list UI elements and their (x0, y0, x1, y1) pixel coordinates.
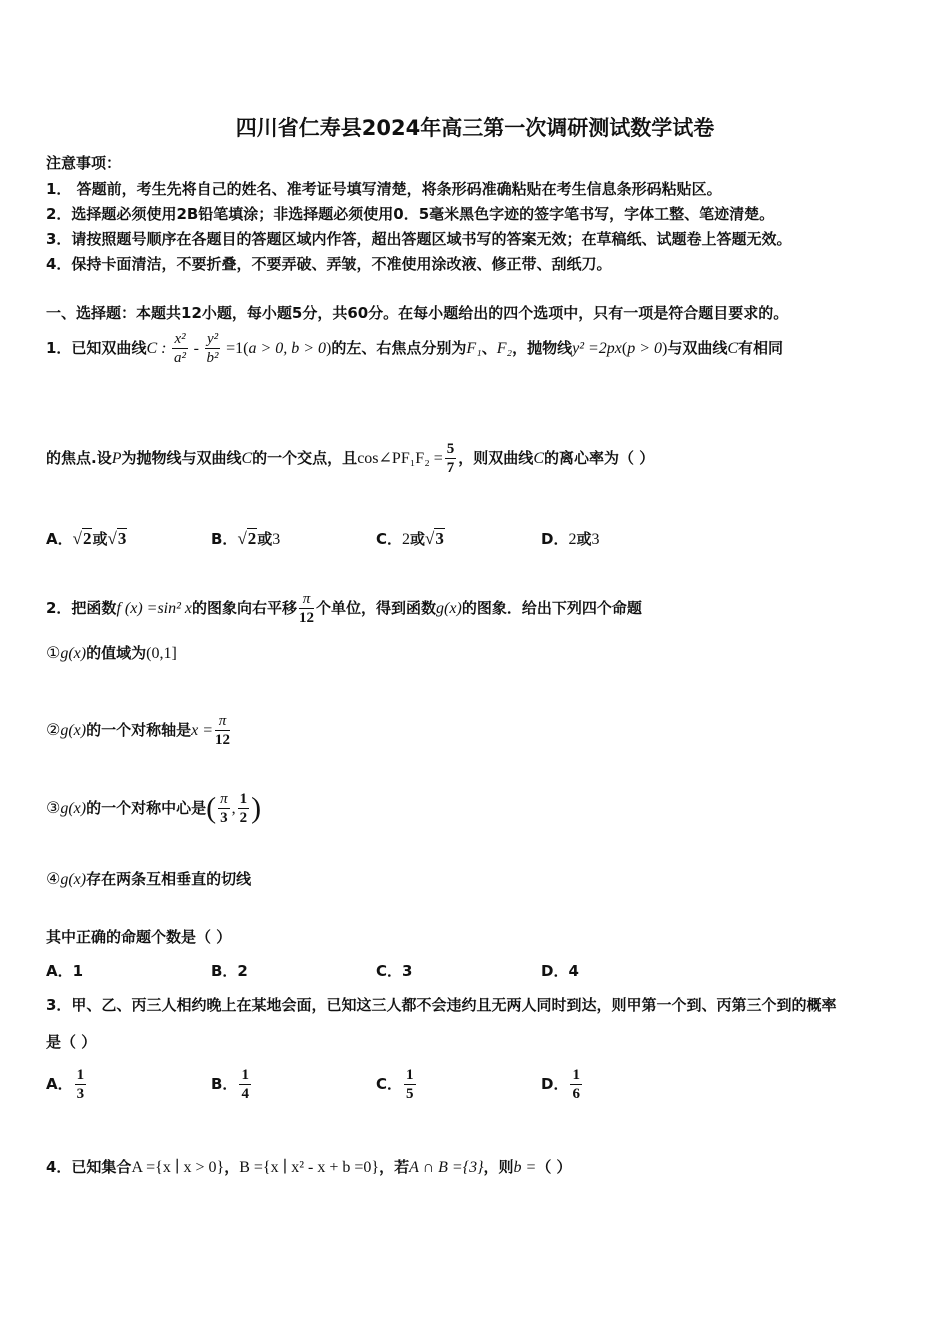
q1-opt-d-val2: 3 (591, 531, 600, 548)
q3-opt-b-label: B． (211, 1075, 238, 1093)
q2-shift-num: π (299, 590, 314, 609)
q1-opt-c-val1: 2 (402, 531, 411, 548)
q1-opt-b-or: 或 (257, 530, 273, 548)
q3-opt-b-num: 1 (241, 1067, 249, 1083)
q3-opt-b-den: 4 (241, 1086, 249, 1102)
q1-c-2: C (241, 450, 253, 467)
q1-den-a: a² (174, 350, 187, 366)
q4-text-1: 4．已知集合 (46, 1158, 132, 1176)
section-heading: 一、选择题：本题共12小题，每小题5分，共60分。在每小题给出的四个选项中，只有一项是符合题目要求的。 (46, 304, 789, 322)
q1-line2-e: 的离心率为（ ） (543, 449, 655, 467)
q1-opt-d-val1: 2 (568, 531, 577, 548)
q1-opt-c-sqrt: √3 (425, 529, 444, 548)
question-1-line-1: 1．已知双曲线C : $\frac{\text{x²}}{\text{a²}}$ - $\frac{\text{y²}}{\text{b²}}$ =1(a > 0, b > 0)的左、右焦点分别为F₁、F₂，抛物线y² =2px(p > 0)与双曲线C有相同 (46, 331, 784, 366)
q1-opt-d-or: 或 (576, 530, 592, 548)
q2-s4-text: 存在两条互相垂直的切线 (86, 870, 252, 888)
notice-heading: 注意事项： (46, 154, 122, 172)
q1-opt-d-label: D． (541, 530, 569, 548)
q1-text-5: 有相同 (738, 339, 784, 357)
q1-parabola-cond: p > 0 (627, 340, 663, 357)
q3-opt-b-frac (239, 1066, 251, 1103)
q1-line2-b: 为抛物线与双曲线 (121, 449, 242, 467)
q2-gx-2: g(x) (60, 722, 87, 739)
q2-axis-den: 12 (215, 732, 231, 748)
q2-statement-2 (46, 712, 232, 749)
notice-item-4: 4．保持卡面清洁，不要折叠，不要弄破、弄皱，不准使用涂改液、修正带、刮纸刀。 (46, 255, 612, 273)
q2-text-1: 2．把函数 (46, 599, 117, 617)
q2-ctr-frac-1 (218, 790, 230, 827)
q1-eq-one: =1 (222, 340, 244, 357)
q1-text-2: 的左、右焦点分别为 (331, 339, 467, 357)
q1-cos-frac (445, 440, 457, 477)
q2-ctr-comma: , (231, 800, 236, 817)
q2-option-b[interactable]: B．2 (211, 962, 248, 980)
q3-opt-a-label: A． (46, 1075, 73, 1093)
q1-opt-a-val2: 3 (117, 529, 127, 548)
q1-c-3: C (533, 450, 544, 467)
q2-circ-2: ② (46, 720, 61, 739)
q2-axis-num: π (215, 712, 230, 731)
q2-s3-text: 的一个对称中心是 (86, 799, 207, 817)
question-3-line-2: 是（ ） (46, 1033, 97, 1051)
page-title: 四川省仁寿县2024年高三第一次调研测试数学试卷 (235, 116, 715, 140)
q2-circ-1: ① (46, 643, 61, 662)
q3-opt-c-num: 1 (406, 1067, 414, 1083)
q3-opt-d-den: 6 (572, 1086, 580, 1102)
q1-sep: 、 (481, 339, 497, 357)
q2-text-3: 个单位，得到函数 (316, 599, 437, 617)
q3-option-b[interactable] (211, 1066, 253, 1103)
q2-ctr-frac-2 (238, 790, 250, 827)
q1-condition: a > 0, b > 0 (248, 340, 327, 357)
q1-line2-c: 的一个交点，且 (252, 449, 358, 467)
q1-num-y: y² (206, 331, 219, 347)
question-4-line-1 (46, 1156, 572, 1177)
q3-opt-d-frac (570, 1066, 582, 1103)
q2-gx-3: g(x) (60, 800, 87, 817)
q3-opt-a-den: 3 (76, 1086, 85, 1102)
q2-s2-text: 的一个对称轴是 (86, 721, 192, 739)
q2-fx: f (x) =sin² x (116, 600, 193, 617)
q2-text-2: 的图象向右平移 (192, 599, 298, 617)
q1-minus: - (189, 340, 203, 357)
q2-statement-1 (46, 642, 177, 663)
q1-opt-b-val2: 3 (272, 531, 281, 548)
q1-text-1: 1．已知双曲线 (46, 339, 147, 357)
q1-frac-x (172, 330, 187, 367)
q1-cos-den: 7 (446, 460, 455, 476)
q4-set-b: B ={x ∣ x² - x + b =0} (239, 1159, 380, 1176)
q2-text-4: 的图象．给出下列四个命题 (461, 599, 642, 617)
q1-f1: F₁ (466, 340, 482, 357)
q1-text-4: 与双曲线 (667, 339, 728, 357)
q2-option-d[interactable]: D．4 (541, 962, 579, 980)
q1-opt-a-or: 或 (92, 530, 108, 548)
q2-s1-text: 的值域为 (86, 644, 147, 662)
q3-opt-d-num: 1 (572, 1067, 580, 1083)
q1-opt-b-sqrt: √2 (237, 529, 257, 548)
q1-cos: cos∠PF₁F₂ = (357, 450, 443, 467)
q1-num-x: x² (174, 331, 186, 347)
question-1-line-2 (46, 440, 654, 477)
q1-option-c[interactable] (376, 528, 445, 549)
q1-option-b[interactable] (211, 528, 280, 549)
q3-opt-c-frac (404, 1066, 416, 1103)
question-3-line-1: 3．甲、乙、丙三人相约晚上在某地会面，已知这三人都不会违约且无两人同时到达，则甲第一个到、丙第三个到的概率 (46, 996, 837, 1014)
q4-b: b = (513, 1159, 537, 1176)
q1-den-b: b² (206, 350, 219, 366)
q1-opt-a-label: A． (46, 530, 73, 548)
q1-option-a[interactable] (46, 528, 127, 549)
q4-intersection: A ∩ B ={3} (409, 1159, 484, 1176)
q4-text-4: （ ） (536, 1158, 572, 1176)
q1-frac-y (205, 330, 220, 367)
q1-hyperbola-label: C : (146, 340, 171, 357)
q1-c: C (727, 340, 739, 357)
q2-ctr-den-1: 3 (220, 810, 228, 826)
q2-circ-3: ③ (46, 798, 61, 817)
q1-line2-d: ，则双曲线 (458, 449, 534, 467)
q1-opt-c-label: C． (376, 530, 403, 548)
q3-option-a[interactable] (46, 1066, 88, 1103)
q3-opt-c-label: C． (376, 1075, 403, 1093)
q2-statement-4 (46, 868, 251, 889)
question-2-line-1 (46, 590, 642, 627)
q1-opt-a-sqrt: √2 (72, 529, 92, 548)
q2-ctr-den-2: 2 (239, 810, 248, 826)
q2-shift-den: 12 (299, 610, 315, 626)
notice-item-3: 3．请按照题号顺序在各题目的答题区域内作答，超出答题区域书写的答案无效；在草稿纸、试题卷上答题无效。 (46, 230, 792, 248)
notice-item-2: 2．选择题必须使用2B铅笔填涂；非选择题必须使用0．5毫米黑色字迹的签字笔书写，字体工整、笔迹清楚。 (46, 205, 775, 223)
q1-f2: F₂ (496, 340, 513, 357)
q1-cos-num: 5 (446, 441, 455, 457)
q1-opt-a-sqrt2: √3 (107, 529, 127, 548)
q3-opt-d-label: D． (541, 1075, 569, 1093)
q1-line2-a: 的焦点.设 (46, 449, 112, 467)
q2-range: (0,1] (146, 645, 177, 662)
q3-opt-a-num: 1 (76, 1067, 85, 1083)
q2-gx-1: g(x) (60, 645, 87, 662)
q3-opt-c-den: 5 (406, 1086, 414, 1102)
q3-option-c[interactable] (376, 1066, 418, 1103)
q2-statement-3: ③g(x)的一个对称中心是( $\frac{\pi}{3}$ , $\frac{1}{2}$ ) (46, 791, 262, 826)
q4-text-3: ，则 (483, 1158, 514, 1176)
q2-option-a[interactable]: A．1 (46, 962, 84, 980)
q2-option-c[interactable]: C．3 (376, 962, 413, 980)
q4-set-a: A ={x ∣ x > 0} (131, 1159, 225, 1176)
q2-axis-frac (215, 712, 230, 749)
q2-ctr-num-1: π (220, 791, 228, 807)
q2-ctr-num-2: 1 (239, 791, 248, 807)
q2-ask: 其中正确的命题个数是（ ） (46, 928, 232, 946)
q2-gx-4: g(x) (60, 871, 87, 888)
q2-shift-frac (299, 590, 314, 627)
q1-parabola: y² =2px (572, 340, 622, 357)
q3-option-d[interactable] (541, 1066, 584, 1103)
q4-comma: ， (224, 1158, 240, 1176)
q1-option-d[interactable] (541, 528, 599, 549)
q3-opt-a-frac (75, 1066, 87, 1103)
q1-opt-b-label: B． (211, 530, 238, 548)
q4-text-2: ，若 (379, 1158, 410, 1176)
q1-opt-c-val2: 3 (435, 529, 444, 548)
q1-opt-a-val1: 2 (82, 529, 92, 548)
q1-text-3: ，抛物线 (512, 339, 573, 357)
q2-circ-4: ④ (46, 869, 61, 888)
q1-opt-b-val1: 2 (247, 529, 257, 548)
q1-opt-c-or: 或 (410, 530, 426, 548)
q2-axis: x = (191, 722, 214, 739)
notice-item-1: 1． 答题前，考生先将自己的姓名、准考证号填写清楚，将条形码准确粘贴在考生信息条形码粘贴区。 (46, 180, 722, 198)
q1-p: P (111, 450, 122, 467)
q2-gx: g(x) (436, 600, 462, 617)
